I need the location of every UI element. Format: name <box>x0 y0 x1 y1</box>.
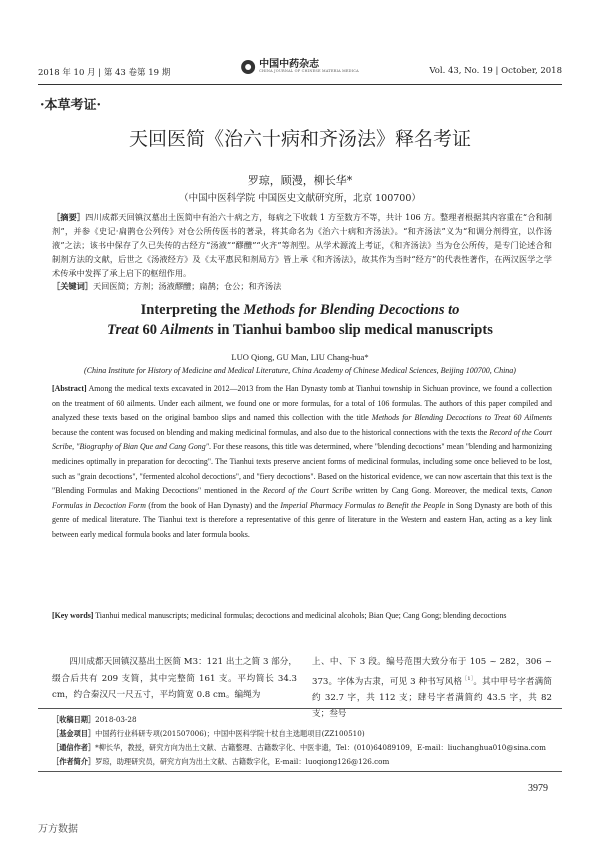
footnote-text: *柳长华，教授，研究方向为出土文献、古籍整理、古籍数字化、中医非遗，Tel：(010)64089109，E-mail：liuchanghua010@sina.com <box>95 743 546 752</box>
title-en-part: in Tianhui bamboo slip medical manuscripts <box>213 322 493 338</box>
journal-name-cn: 中国中药杂志 <box>259 59 320 71</box>
affiliation-en: (China Institute for History of Medicine and Medical Literature, China Academy of Chinese Medical Sciences, Beijing 100700, China) <box>84 366 516 375</box>
abstract-cn-label: ［摘要］ <box>52 212 86 222</box>
abstract-en-text: . For these reasons, this title was determined, where "blending decoctions" mean "blending and harmonizing medicines optimally in preparation for decocting". The Tianhui texts preserve ancient forms of medicinal formulas, including some once believed to be lost, such as "grain decoctions", "fermented alcohol decoctions", and "fiery decoctions". Based on the historical evidence, we can now ascertain that this text is the "Blending Formulas and Making Decoctions" mentioned in the <box>52 442 552 496</box>
header-rule <box>38 84 562 85</box>
footnote-label: ［基金项目］ <box>52 729 96 738</box>
journal-name-en: CHINA JOURNAL OF CHINESE MATERIA MEDICA <box>259 69 359 74</box>
section-label: ·本草考证· <box>40 98 102 113</box>
footnote-text: 罗琼，助理研究员，研究方向为出土文献、古籍数字化，E-mail：luoqiong126@126.com <box>95 757 390 766</box>
abstract-en-text: written by Cang Gong. Moreover, the medical texts, <box>352 486 531 496</box>
abstract-en-italic: Canon Formulas in Decoction Form <box>52 486 552 510</box>
running-header <box>38 60 562 84</box>
abstract-en-text: in Song Dynasty are both of this genre of medical literature. The Tianhui text is therefore a representative of this genre of literature in the Western and eastern Han, acting as a key link between early medical formula books and later formula books. <box>52 500 552 539</box>
footnote-text: 2018-03-28 <box>95 715 137 724</box>
abstract-en-italic: Record of the Court Scribe, "Biography of Bian Que and Cang Gong" <box>52 427 553 452</box>
authors-en: LUO Qiong, GU Man, LIU Chang-hua* <box>231 352 369 362</box>
journal-emblem-icon <box>241 60 255 74</box>
body-text: 上、中、下 3 段。编号范围大致分布于 105 ~ 282，306 ~ 373。字体为古隶，可见 3 种书写风格 <box>312 657 552 687</box>
footnote-bottom-rule <box>38 771 562 772</box>
keywords-cn-label: ［关键词］ <box>52 281 93 291</box>
abstract-cn-text: 四川成都天回镇汉墓出土医简中有治六十病之方，每病之下收载 1 方至数方不等，共计 106 方。整理者根据其内容重在“合和制剂”，并参《史记·扁鹊仓公列传》对仓公所传医书的著录，将其命名为《治六十病和齐汤法》。“和齐汤法”义为“和调分剂得宜，以作汤液”之法；该书中保存了久已失传的古经方“汤液”“醪醴”“火齐”等剂型。从学术源流上考证，《和齐汤法》当为仓公所传，是专门论述合和制剂方法的文献，后世之《汤液经方》及《太平惠民和剂局方》皆上承《和齐汤法》，故其作为当时“经方”的代表性著作，在两汉医学之学术传承中发挥了承上启下的枢纽作用。 <box>52 212 552 278</box>
keywords-en <box>52 609 552 624</box>
keywords-cn <box>52 281 552 292</box>
affiliation-cn: （中国中医科学院 中国医史文献研究所，北京 100700） <box>179 193 421 204</box>
title-en-italic: Treat <box>107 322 139 338</box>
footnote-received <box>52 714 552 726</box>
footnote-author <box>52 756 552 768</box>
abstract-en-italic: Record of the Court Scribe <box>262 486 353 496</box>
footnote-label: ［收稿日期］ <box>52 715 96 724</box>
abstract-cn <box>52 210 552 280</box>
abstract-en-text: because the content was focused on blending and making medicinal formulas, and also due to the historical connections with the texts the <box>52 427 490 437</box>
title-cn: 天回医简《治六十病和齐汤法》释名考证 <box>128 128 471 150</box>
keywords-cn-text: 天回医简；方剂；汤液醪醴；扁鹊；仓公；和齐汤法 <box>92 281 282 291</box>
footnote-text: 中国药行业科研专项(201507006)；中国中医科学院十杖自主选题项目(ZZ100510) <box>95 729 365 738</box>
header-issue: 2018 年 10 月 | 第 43 卷第 19 期 <box>38 68 171 78</box>
footnote-rule <box>38 708 562 709</box>
footnote-funding <box>52 728 552 740</box>
abstract-en-italic: Methods for Blending Decoctions to Treat 60 Ailments <box>371 413 552 423</box>
title-en <box>0 300 600 340</box>
keywords-en-label: [Key words] <box>52 611 94 620</box>
title-en-part: 60 <box>138 322 161 338</box>
title-en-italic: Ailments <box>160 322 214 338</box>
journal-logo <box>241 60 359 74</box>
title-en-part: Interpreting the <box>140 302 244 318</box>
body-column-right <box>312 654 552 723</box>
keywords-en-text: Tianhui medical manuscripts; medicinal formulas; decoctions and medicinal alcohols; Bian Que; Cang Gong; blending decoctions <box>93 611 507 620</box>
citation-ref[interactable]: ［1］ <box>462 675 474 682</box>
title-en-italic: Methods for Blending Decoctions to <box>243 302 460 318</box>
footnote-label: ［通信作者］ <box>52 743 96 752</box>
page-number: 3979 <box>528 783 548 794</box>
abstract-en-text: (from the book of Han Dynasty) and the <box>145 500 281 510</box>
body-column-left: 四川成都天回镇汉墓出土医简 M3：121 出土之简 3 部分，缀合后共有 209 支简，其中完整简 161 支。平均简长 34.3 cm，约合秦汉尺一尺五寸，平均简宽 0.8 cm。编绳为 <box>52 657 297 700</box>
footnote-corresponding <box>52 742 552 754</box>
watermark: 万方数据 <box>38 824 78 835</box>
header-volume: Vol. 43, No. 19 | October, 2018 <box>429 66 562 76</box>
abstract-en-label: [Abstract] <box>52 384 87 393</box>
authors-cn: 罗琼，顾漫，柳长华* <box>247 174 353 187</box>
abstract-en <box>52 382 552 543</box>
body-text: 。其中甲号字者满简约 32.7 字，共 112 支；肆号字者满简约 43.5 字，共 82 支；叁号 <box>312 676 552 720</box>
footnote-label: ［作者简介］ <box>52 757 96 766</box>
abstract-en-italic: Imperial Pharmacy Formulas to Benefit the People <box>280 500 446 510</box>
abstract-en-text: Among the medical texts excavated in 2012—2013 from the Han Dynasty tomb at Tianhui township in Sichuan province, we found a collection on the treatment of 60 ailments. Under each ailment, we found one or more formulas, for a total of 106 formulas. The authors of this paper compiled and analyzed these texts based on the original bamboo slips and named this collection with the title <box>52 384 552 423</box>
